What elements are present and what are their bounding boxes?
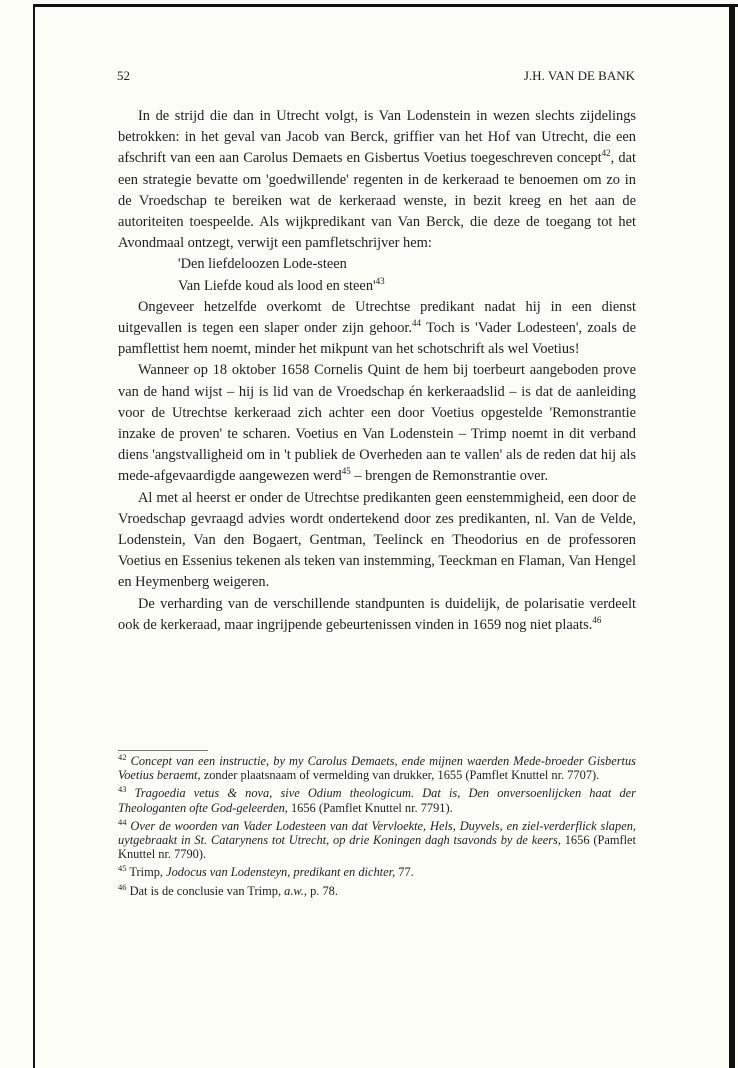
footnote-ref-44[interactable]: 44	[412, 318, 421, 329]
page-number: 52	[117, 68, 130, 83]
running-head: J.H. VAN DE BANK	[523, 68, 635, 83]
paragraph-3: Wanneer op 18 oktober 1658 Cornelis Quint de hem bij toerbeurt aangeboden prove van de hand wijst – hij is lid van de Vroedschap én kerkeraadslid – is dat de aanleiding voor de Utrechtse kerkeraad zich achter een door Voetius opgestelde 'Remonstrantie inzake de proven' te scharen. Voetius en Van Lodenstein – Trimp noemt in dit verband diens 'angstvalligheid om in 't publiek de Overheden aan te vallen' als de reden dat hij als mede-afgevaardigde aangewezen werd$^{45}$ – brengen de Remonstrantie over.	[118, 362, 636, 485]
footnote-ref-42[interactable]: 42	[601, 148, 611, 159]
footnote-number: 44	[118, 816, 127, 827]
footnotes	[118, 754, 636, 902]
footnote-ref-45[interactable]: 45	[341, 466, 351, 477]
paragraph-5: De verharding van de verschillende standpunten is duidelijk, de polarisatie verdeelt ook de kerkeraad, maar ingrijpende gebeurtenissen vinden in 1659 nog niet plaats.$^{46}$	[118, 595, 636, 633]
footnote-separator	[118, 750, 208, 751]
footnote-42: $^{42}$ Concept van een instructie, by my Carolus Demaets, ende mijnen waerden Mede-broeder Gisbertus Voetius beraemt, zonder plaatsnaam of vermelding van drukker, 1655 (Pamflet Knuttel nr. 7707).	[118, 752, 636, 783]
footnote-number: 43	[118, 784, 127, 795]
footnote-number: 46	[118, 881, 127, 892]
scan-border-right	[729, 4, 735, 1068]
footnote-ref-43[interactable]: 43	[375, 275, 385, 286]
footnote-number: 45	[118, 863, 127, 874]
paragraph-2: Ongeveer hetzelfde overkomt de Utrechtse predikant nadat hij in een dienst uitgevallen is tegen een slaper onder zijn gehoor.$^{44}$ Toch is 'Vader Lodesteen', zoals de pamflettist hem noemt, minder het mikpunt van het schotschrift als wel Voetius!	[118, 298, 636, 358]
body-text	[118, 106, 636, 636]
footnote-43: $^{43}$ Tragoedia vetus & nova, sive Odium theologicum. Dat is, Den onversoenlijcken haat der Theologanten ofte God-geleerden, 1656 (Pamflet Knuttel nr. 7791).	[118, 784, 636, 815]
paragraph-4: Al met al heerst er onder de Utrechtse predikanten geen eenstemmigheid, een door de Vroedschap gevraagd advies wordt ondertekend door zes predikanten, nl. Van de Velde, Lodenstein, Van den Bogaert, Gentman, Teelinck en Theodorius en de professoren Voetius en Essenius tekenen als teken van instemming, Teeckman en Flaman, Van Hengel en Heymenberg weigeren.	[118, 489, 636, 591]
verse-line-1: 'Den liefdeloozen Lode-steen	[178, 256, 347, 273]
footnote-45: $^{45}$ Trimp, Jodocus van Lodensteyn, predikant en dichter, 77.	[118, 863, 414, 880]
footnote-46: $^{46}$ Dat is de conclusie van Trimp, a.w., p. 78.	[118, 881, 338, 898]
scan-border-top	[33, 4, 738, 7]
page-header	[117, 68, 635, 88]
footnote-number: 42	[118, 752, 127, 762]
paragraph-1: In de strijd die dan in Utrecht volgt, is Van Lodenstein in wezen slechts zijdelings betrokken: in het geval van Jacob van Berck, griffier van het Hof van Utrecht, die een afschrift van een aan Carolus Demaets en Gisbertus Voetius toegeschreven concept$^{42}$, dat een strategie bevatte om 'goedwillende' regenten in de kerkeraad te benoemen om zo in de Vroedschap te bereiken wat de kerkeraad wenste, in bezit kreeg en het aan de autoriteiten toespeelde. Als wijkpredikant van Van Berck, die deze de toegang tot het Avondmaal ontzegt, verwijt een pamfletschrijver hem:	[118, 108, 636, 252]
verse-line-2: Van Liefde koud als lood en $steen'^{43}$	[178, 275, 385, 294]
footnote-44: $^{44}$ Over de woorden van Vader Lodesteen van dat Vervloekte, Hels, Duyvels, en ziel-verderflick slapen, uytgebraakt in St. Catarynens tot Utrecht, op drie Koningen dagh tsavonds by de keers, 1656 (Pamflet Knuttel nr. 7790).	[118, 816, 636, 862]
footnote-ref-46[interactable]: 46	[592, 614, 602, 625]
scan-border-left	[33, 4, 35, 1068]
